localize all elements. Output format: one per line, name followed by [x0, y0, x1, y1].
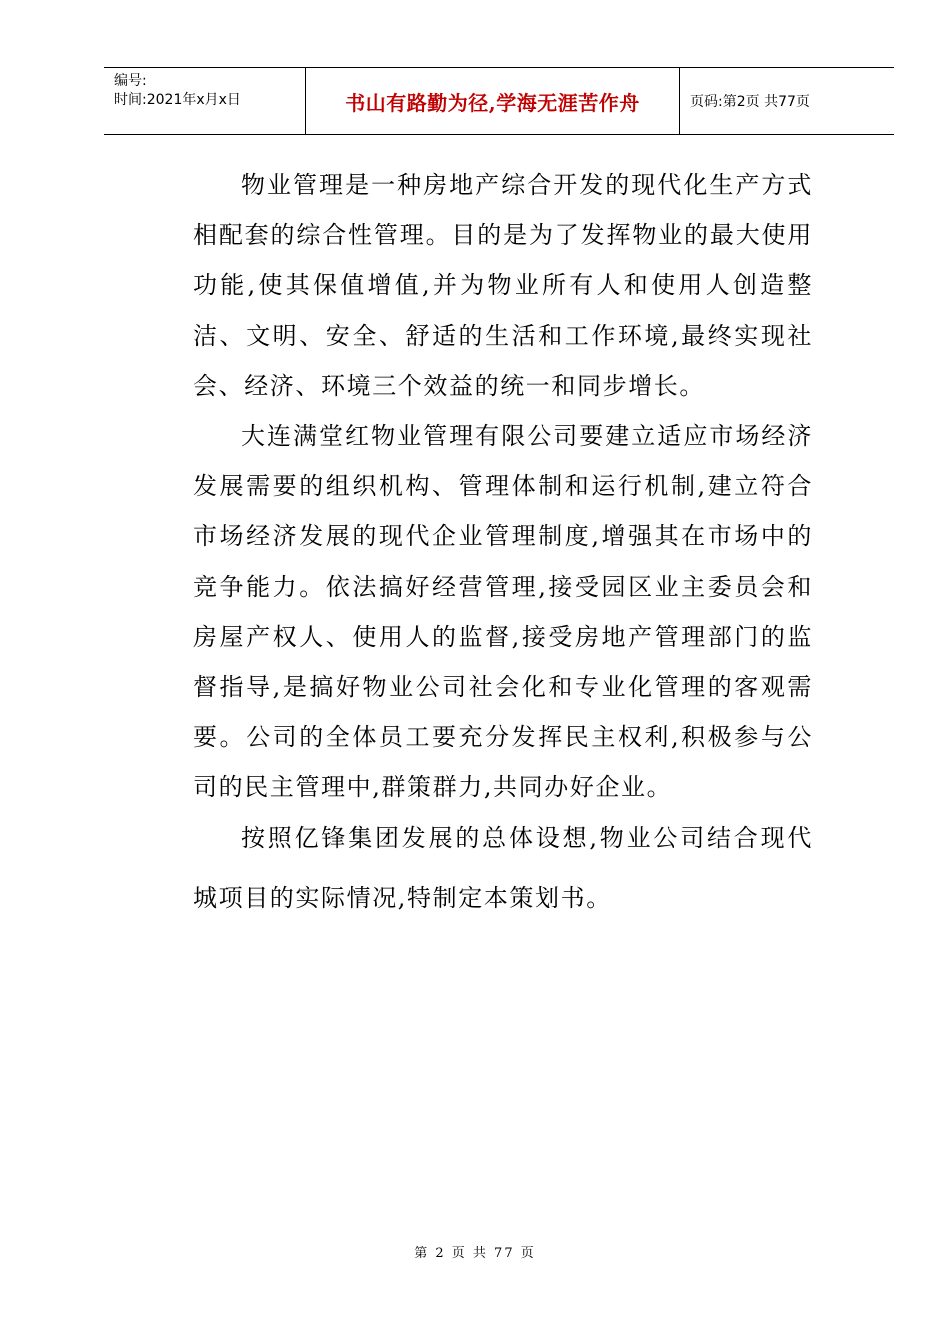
document-time-label: 时间:2021年x月x日: [114, 92, 241, 108]
page-footer: 第 2 页 共 77 页: [414, 1246, 536, 1261]
header-page-info: 页码:第2页 共77页: [690, 94, 810, 110]
document-number-label: 编号:: [114, 73, 147, 89]
paragraph-1: 物业管理是一种房地产综合开发的现代化生产方式相配套的综合性管理。目的是为了发挥物业的最大使用功能,使其保值增值,并为物业所有人和使用人创造整洁、文明、安全、舒适的生活和工作环境,最终实现社会、经济、环境三个效益的统一和同步增长。: [193, 171, 813, 400]
header-motto: 书山有路勤为径,学海无涯苦作舟: [306, 68, 680, 134]
document-body: [193, 160, 813, 928]
paragraph-2: 大连满堂红物业管理有限公司要建立适应市场经济发展需要的组织机构、管理体制和运行机制,建立符合市场经济发展的现代企业管理制度,增强其在市场中的竞争能力。依法搞好经营管理,接受园区业主委员会和房屋产权人、使用人的监督,接受房地产管理部门的监督指导,是搞好物业公司社会化和专业化管理的客观需要。公司的全体员工要充分发挥民主权利,积极参与公司的民主管理中,群策群力,共同办好企业。: [193, 422, 813, 802]
paragraph-3: 按照亿锋集团发展的总体设想,物业公司结合现代城项目的实际情况,特制定本策划书。: [193, 823, 813, 912]
header-meta: [104, 68, 306, 134]
page-header: [104, 67, 894, 135]
